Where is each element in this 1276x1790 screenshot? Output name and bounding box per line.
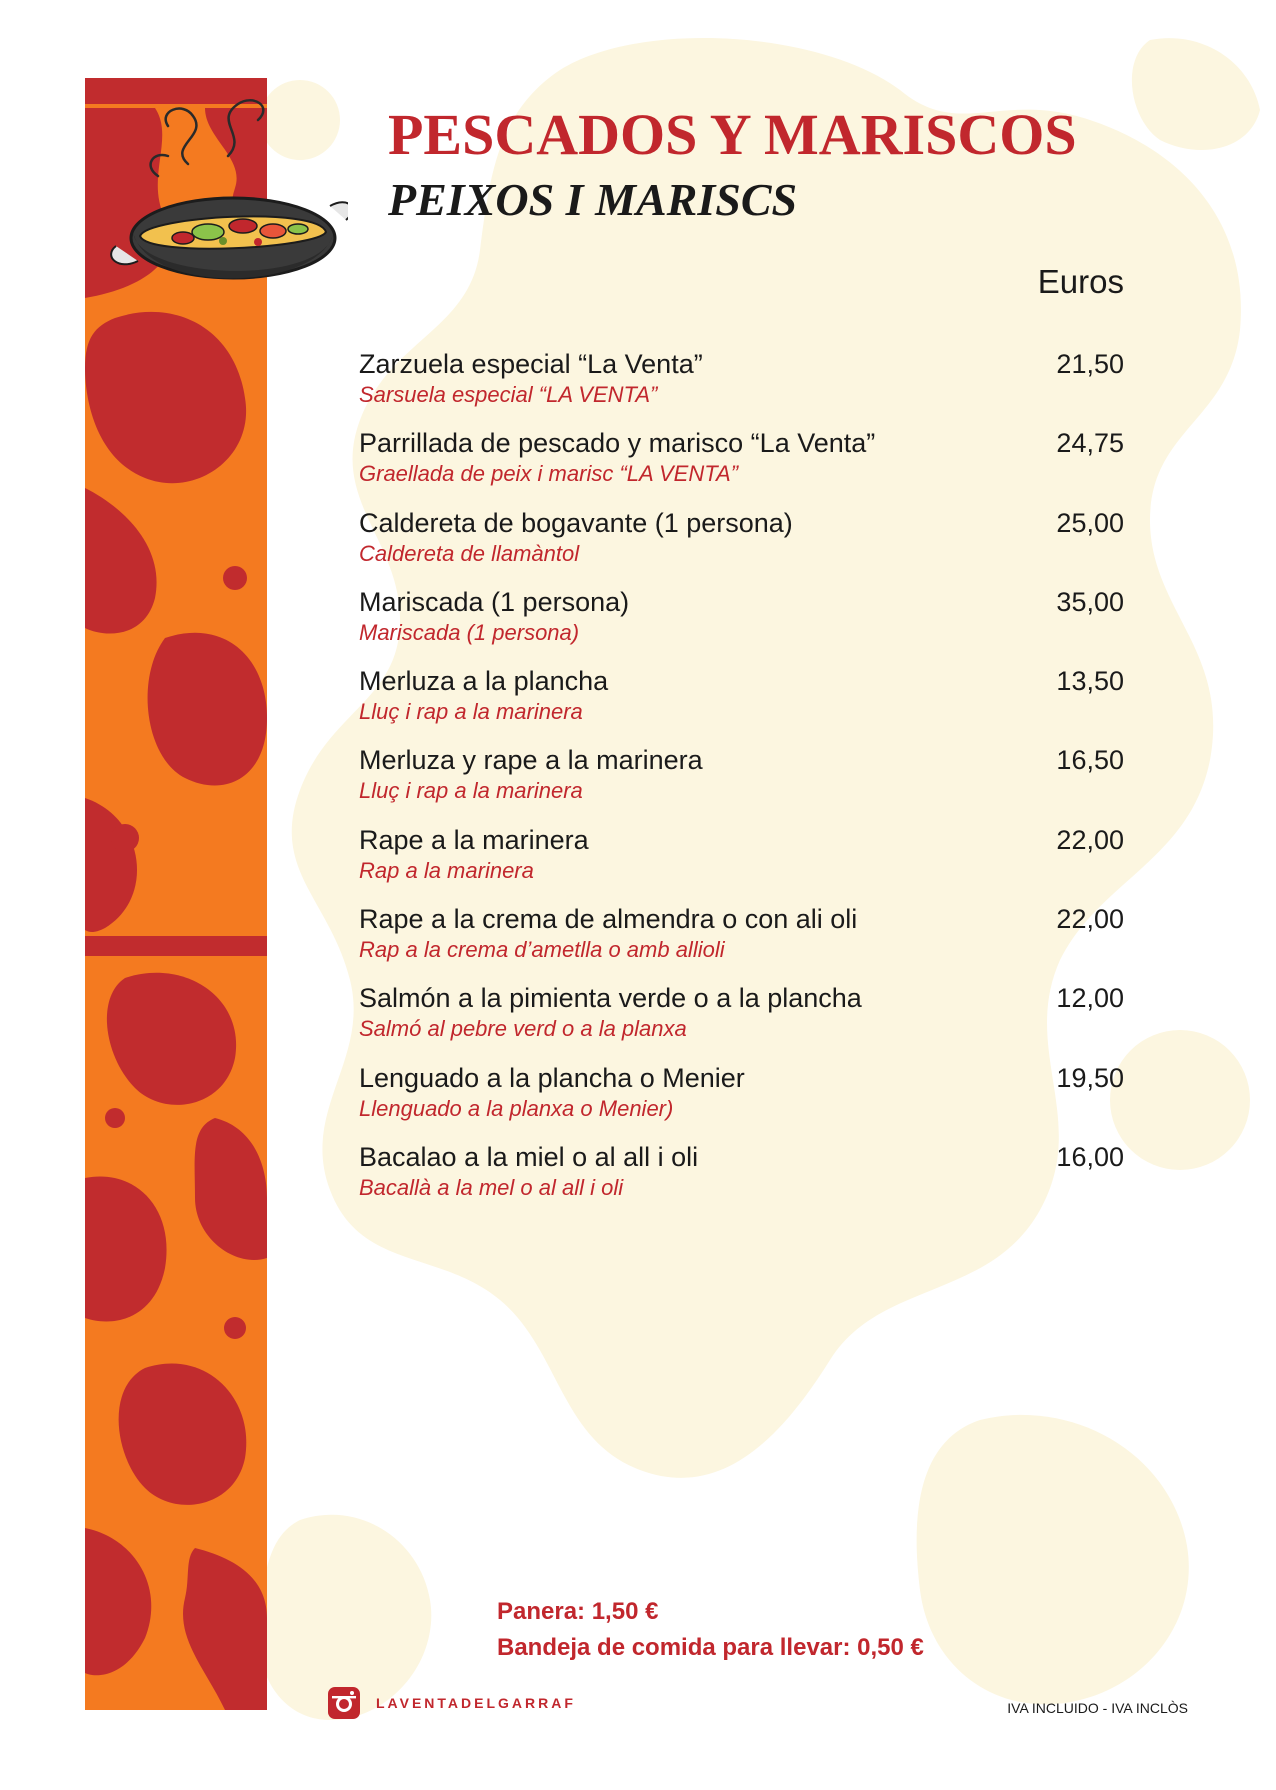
instagram-icon[interactable]: [328, 1687, 360, 1719]
tax-note: IVA INCLUIDO - IVA INCLÒS: [1007, 1700, 1188, 1716]
paella-pan-illustration: [98, 86, 348, 308]
dish-price: 35,00: [1056, 586, 1124, 617]
dish-list: [359, 348, 1124, 1220]
dish-name-ca: Rap a la crema d’ametlla o amb allioli: [359, 937, 725, 963]
dish-name-ca: Lluç i rap a la marinera: [359, 778, 583, 804]
dish-name-es: Lenguado a la plancha o Menier: [359, 1062, 745, 1093]
dish-name-es: Rape a la crema de almendra o con ali oli: [359, 904, 858, 935]
dish-item: [359, 744, 1124, 823]
dish-price: 16,00: [1056, 1141, 1124, 1172]
dish-item: [359, 348, 1124, 427]
dish-name-es: Salmón a la pimienta verde o a la plancha: [359, 983, 862, 1014]
social-footer: [328, 1687, 576, 1719]
takeaway-charge: Bandeja de comida para llevar: 0,50 €: [497, 1634, 924, 1661]
dish-price: 16,50: [1056, 745, 1124, 776]
dish-name-es: Parrillada de pescado y marisco “La Venta”: [359, 428, 876, 459]
page-subtitle: PEIXOS I MARISCS: [388, 174, 798, 225]
dish-name-ca: Sarsuela especial “LA VENTA”: [359, 382, 658, 407]
dish-item: [359, 665, 1124, 744]
dish-price: 12,00: [1056, 983, 1124, 1014]
decorative-side-band: [85, 78, 267, 1710]
extra-charges: [497, 1594, 924, 1666]
social-handle[interactable]: LAVENTADELGARRAF: [376, 1695, 576, 1711]
bread-charge: Panera: 1,50 €: [497, 1598, 659, 1625]
dish-name-es: Merluza y rape a la marinera: [359, 745, 703, 776]
dish-name-es: Bacalao a la miel o al all i oli: [359, 1141, 699, 1172]
dish-name-es: Mariscada (1 persona): [359, 586, 630, 617]
dish-name-ca: Mariscada (1 persona): [359, 619, 580, 645]
dish-name-es: Merluza a la plancha: [359, 666, 609, 697]
dish-item: [359, 586, 1124, 665]
dish-price: 22,00: [1056, 904, 1124, 935]
dish-item: [359, 1141, 1124, 1220]
dish-item: [359, 903, 1124, 982]
dish-price: 25,00: [1056, 507, 1124, 538]
dish-name-ca: Bacallà a la mel o al all i oli: [359, 1174, 624, 1200]
dish-price: 13,50: [1056, 666, 1124, 697]
dish-name-ca: Graellada de peix i marisc “LA VENTA”: [359, 461, 739, 487]
dish-price: 22,00: [1056, 824, 1124, 855]
dish-name-ca: Llenguado a la planxa o Menier): [359, 1095, 674, 1121]
dish-name-es: Zarzuela especial “La Venta”: [359, 349, 703, 379]
dish-item: [359, 824, 1124, 903]
dish-name-ca: Rap a la marinera: [359, 857, 534, 883]
dish-item: [359, 982, 1124, 1061]
dish-name-ca: Caldereta de llamàntol: [359, 540, 580, 566]
dish-name-es: Rape a la marinera: [359, 824, 589, 855]
dish-item: [359, 427, 1124, 506]
dish-item: [359, 1062, 1124, 1141]
dish-price: 19,50: [1056, 1062, 1124, 1093]
dish-item: [359, 507, 1124, 586]
dish-name-es: Caldereta de bogavante (1 persona): [359, 507, 793, 538]
currency-label: Euros: [1037, 263, 1124, 300]
dish-price: 21,50: [1056, 349, 1124, 379]
dish-name-ca: Lluç i rap a la marinera: [359, 699, 583, 725]
dish-price: 24,75: [1056, 428, 1124, 459]
dish-name-ca: Salmó al pebre verd o a la planxa: [359, 1016, 687, 1042]
page-title: PESCADOS Y MARISCOS: [388, 102, 1077, 167]
